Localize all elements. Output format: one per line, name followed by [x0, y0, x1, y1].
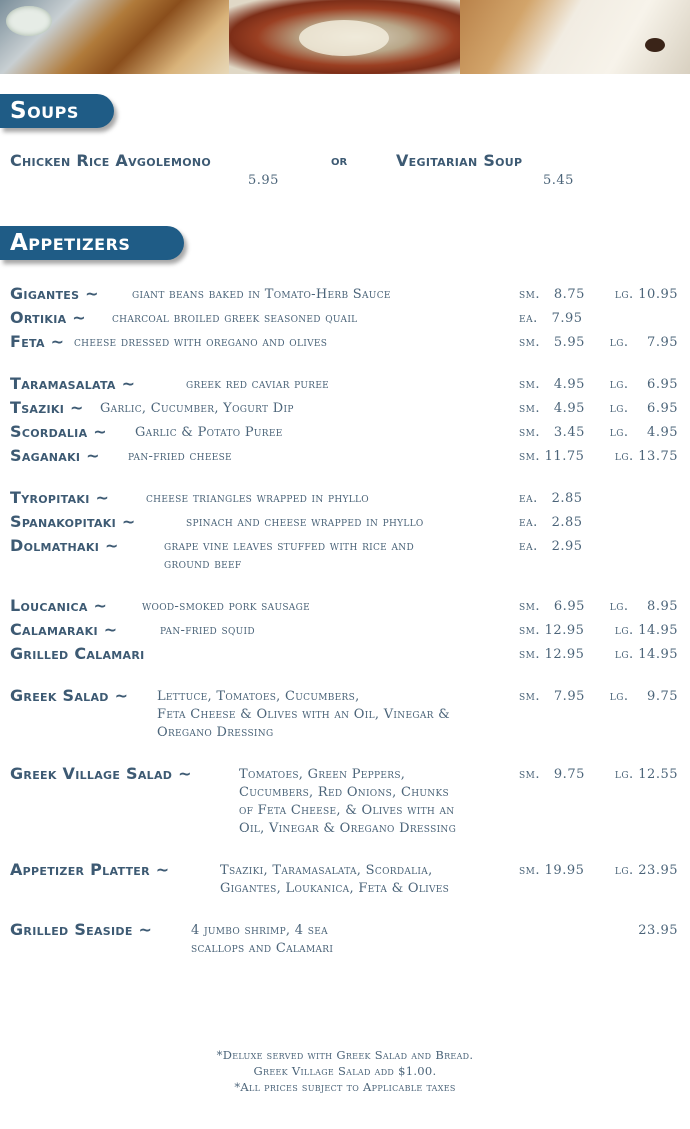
appetizer-name: Tyropitaki ~: [10, 488, 110, 507]
appetizer-description: cheese triangles wrapped in phyllo: [146, 491, 369, 506]
appetizer-description: Oil, Vinegar & Oregano Dressing: [239, 821, 457, 836]
price-large: lg. 13.75: [614, 449, 678, 464]
price-small: sm. 7.95: [519, 689, 585, 704]
footer-note: *All prices subject to Applicable taxes: [234, 1080, 456, 1094]
food-photo-dumplings: [460, 0, 690, 74]
appetizer-description: pan-fried squid: [160, 623, 255, 638]
appetizer-description: ground beef: [164, 557, 242, 572]
soup-item-price: 5.45: [543, 173, 574, 188]
appetizer-name: Tsaziki ~: [10, 398, 84, 417]
appetizer-description: greek red caviar puree: [186, 377, 330, 392]
price-small: sm. 12.95: [519, 623, 585, 638]
header-photo-strip: [0, 0, 690, 74]
appetizer-description: grape vine leaves stuffed with rice and: [164, 539, 414, 554]
soup-item-price: 5.95: [248, 173, 279, 188]
soups-section-banner: Soups: [0, 94, 114, 128]
appetizer-description: Oregano Dressing: [157, 725, 274, 740]
appetizer-name: Appetizer Platter ~: [10, 860, 170, 879]
appetizer-name: Calamaraki ~: [10, 620, 118, 639]
appetizer-name: Scordalia ~: [10, 422, 107, 441]
appetizer-description: Feta Cheese & Olives with an Oil, Vinegar &: [157, 707, 451, 722]
appetizer-description: Lettuce, Tomatoes, Cucumbers,: [157, 689, 360, 704]
price-small: sm. 3.45: [519, 425, 585, 440]
footer-note: *Deluxe served with Greek Salad and Bread.: [216, 1048, 474, 1062]
appetizers-section-banner: Appetizers: [0, 226, 184, 260]
footer-note: Greek Village Salad add $1.00.: [253, 1064, 437, 1078]
appetizer-name: Loucanica ~: [10, 596, 108, 615]
price-large: lg. 12.55: [614, 767, 678, 782]
price-large: lg. 9.75: [609, 689, 678, 704]
appetizer-description: Garlic, Cucumber, Yogurt Dip: [100, 401, 294, 416]
price-large: 23.95: [638, 923, 678, 938]
appetizer-description: pan-fried cheese: [128, 449, 232, 464]
price-large: lg. 4.95: [609, 425, 678, 440]
price-large: lg. 8.95: [609, 599, 678, 614]
price-small: ea. 2.85: [519, 515, 583, 530]
price-small: sm. 9.75: [519, 767, 585, 782]
price-small: sm. 6.95: [519, 599, 585, 614]
appetizer-name: Grilled Calamari: [10, 644, 145, 663]
appetizer-description: cheese dressed with oregano and olives: [74, 335, 328, 350]
appetizer-description: Cucumbers, Red Onions, Chunks: [239, 785, 449, 800]
price-small: sm. 4.95: [519, 377, 585, 392]
price-large: lg. 14.95: [614, 623, 678, 638]
appetizer-description: of Feta Cheese, & Olives with an: [239, 803, 455, 818]
appetizer-name: Dolmathaki ~: [10, 536, 119, 555]
price-small: ea. 7.95: [519, 311, 583, 326]
price-small: ea. 2.85: [519, 491, 583, 506]
appetizer-description: scallops and Calamari: [191, 941, 334, 956]
appetizer-description: Tomatoes, Green Peppers,: [239, 767, 406, 782]
appetizer-description: 4 jumbo shrimp, 4 sea: [191, 923, 328, 938]
price-large: lg. 14.95: [614, 647, 678, 662]
appetizer-name: Feta ~: [10, 332, 65, 351]
appetizer-name: Ortikia ~: [10, 308, 86, 327]
price-large: lg. 23.95: [614, 863, 678, 878]
appetizer-name: Greek Salad ~: [10, 686, 129, 705]
price-large: lg. 10.95: [614, 287, 678, 302]
appetizer-name: Gigantes ~: [10, 284, 99, 303]
soup-item-name: Vegitarian Soup: [396, 151, 523, 170]
appetizer-name: Grilled Seaside ~: [10, 920, 153, 939]
price-large: lg. 7.95: [609, 335, 678, 350]
price-small: ea. 2.95: [519, 539, 583, 554]
appetizer-name: Taramasalata ~: [10, 374, 136, 393]
appetizer-name: Saganaki ~: [10, 446, 100, 465]
price-small: sm. 12.95: [519, 647, 585, 662]
price-small: sm. 8.75: [519, 287, 585, 302]
food-photo-pasta-dish: [229, 0, 460, 74]
soup-item-name: Chicken Rice Avgolemono: [10, 151, 212, 170]
appetizer-description: charcoal broiled greek seasoned quail: [112, 311, 358, 326]
appetizer-description: Gigantes, Loukanica, Feta & Olives: [220, 881, 450, 896]
soup-or-label: or: [331, 153, 348, 169]
appetizer-description: giant beans baked in Tomato-Herb Sauce: [132, 287, 391, 302]
price-small: sm. 11.75: [519, 449, 585, 464]
price-small: sm. 19.95: [519, 863, 585, 878]
price-large: lg. 6.95: [609, 377, 678, 392]
price-large: lg. 6.95: [609, 401, 678, 416]
appetizer-description: wood-smoked pork sausage: [142, 599, 310, 614]
appetizer-description: Garlic & Potato Puree: [135, 425, 283, 440]
price-small: sm. 4.95: [519, 401, 585, 416]
appetizer-description: spinach and cheese wrapped in phyllo: [186, 515, 424, 530]
price-small: sm. 5.95: [519, 335, 585, 350]
food-photo-fried-dish: [0, 0, 229, 74]
appetizer-name: Greek Village Salad ~: [10, 764, 192, 783]
appetizer-description: Tsaziki, Taramasalata, Scordalia,: [220, 863, 433, 878]
appetizer-name: Spanakopitaki ~: [10, 512, 136, 531]
